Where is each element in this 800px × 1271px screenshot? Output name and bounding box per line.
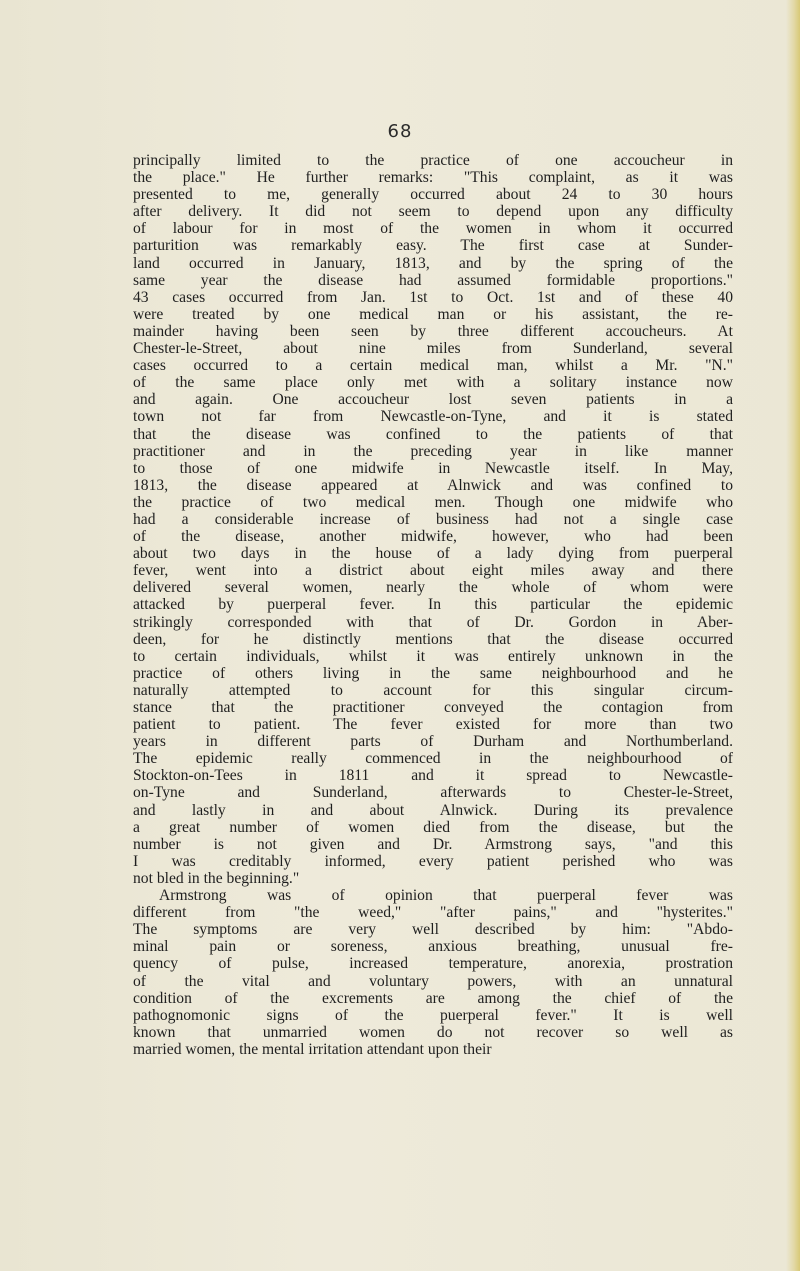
text-line: a great number of women died from the disease, but the [133, 818, 733, 836]
text-line: 43 cases occurred from Jan. 1st to Oct. 1st and of these 40 [133, 288, 733, 306]
text-line: practitioner and in the preceding year in like manner [133, 442, 733, 460]
text-line: cases occurred to a certain medical man, whilst a Mr. "N." [133, 357, 733, 375]
text-line: attacked by puerperal fever. In this particular the epidemic [133, 596, 733, 614]
text-line: on-Tyne and Sunderland, afterwards to Chester-le-Street, [133, 784, 733, 802]
text-line: practice of others living in the same neighbourhood and he [133, 664, 733, 682]
text-line: the place." He further remarks: "This complaint, as it was [133, 169, 733, 187]
page-number: 68 [387, 121, 413, 142]
text-line: minal pain or soreness, anxious breathing, unusual fre- [133, 938, 733, 956]
text-line: presented to me, generally occurred about 24 to 30 hours [133, 186, 733, 204]
text-line: pathognomonic signs of the puerperal fever." It is well [133, 1006, 733, 1024]
text-line: after delivery. It did not seem to depend upon any difficulty [133, 203, 733, 221]
text-line: The symptoms are very well described by him: "Abdo- [133, 921, 733, 939]
text-line: married women, the mental irritation attendant upon their [133, 1040, 492, 1058]
text-line: stance that the practitioner conveyed the contagion from [133, 699, 733, 716]
text-line: years in different parts of Durham and Northumberland. [133, 733, 733, 751]
text-line: deen, for he distinctly mentions that the disease occurred [133, 630, 733, 648]
text-line: not bled in the beginning." [133, 869, 300, 887]
text-line: the practice of two medical men. Though one midwife who [133, 493, 733, 511]
text-line: number is not given and Dr. Armstrong says, "and this [133, 835, 733, 853]
text-line: town not far from Newcastle-on-Tyne, and it is stated [133, 408, 733, 426]
text-line: naturally attempted to account for this singular circum- [133, 681, 733, 699]
text-line: about two days in the house of a lady dying from puerperal [133, 545, 733, 563]
text-line: had a considerable increase of business had not a single case [133, 510, 733, 528]
text-line: of the same place only met with a solitary instance now [133, 374, 733, 392]
text-line: of the vital and voluntary powers, with an unnatural [133, 972, 733, 990]
text-line: to certain individuals, whilst it was entirely unknown in the [133, 647, 733, 665]
text-line: quency of pulse, increased temperature, anorexia, prostration [133, 955, 733, 973]
text-line: Armstrong was of opinion that puerperal fever was [159, 887, 733, 905]
text-line: principally limited to the practice of one accoucheur in [133, 152, 733, 169]
text-line: mainder having been seen by three different accoucheurs. At [133, 322, 733, 340]
text-line: of labour for in most of the women in whom it occurred [133, 220, 733, 238]
text-line: Chester-le-Street, about nine miles from Sunderland, several [133, 340, 733, 358]
text-line: to those of one midwife in Newcastle itself. In May, [133, 459, 733, 477]
text-line: same year the disease had assumed formidable proportions." [133, 271, 733, 289]
text-line: different from "the weed," "after pains," and "hysterites." [133, 904, 733, 922]
text-line: delivered several women, nearly the whole of whom were [133, 579, 733, 597]
text-line: The epidemic really commenced in the neighbourhood of [133, 750, 733, 768]
text-line: known that unmarried women do not recover so well as [133, 1023, 733, 1041]
text-line: and lastly in and about Alnwick. During its prevalence [133, 801, 733, 819]
text-line: were treated by one medical man or his assistant, the re- [133, 305, 733, 323]
text-line: I was creditably informed, every patient perished who was [133, 852, 733, 870]
text-line: of the disease, another midwife, however, who had been [133, 528, 733, 546]
text-line: land occurred in January, 1813, and by the spring of the [133, 254, 733, 272]
text-line: strikingly corresponded with that of Dr. Gordon in Aber- [133, 613, 733, 631]
text-line: Stockton-on-Tees in 1811 and it spread to Newcastle- [133, 767, 733, 785]
page-edge-shading [786, 0, 800, 1271]
text-line: patient to patient. The fever existed for more than two [133, 716, 733, 734]
text-line: and again. One accoucheur lost seven patients in a [133, 391, 733, 409]
text-line: fever, went into a district about eight miles away and there [133, 562, 733, 580]
text-line: that the disease was confined to the patients of that [133, 425, 733, 443]
text-line: condition of the excrements are among the chief of the [133, 989, 733, 1007]
text-line: parturition was remarkably easy. The first case at Sunder- [133, 237, 733, 255]
body-text [133, 152, 733, 1058]
text-line: 1813, the disease appeared at Alnwick and was confined to [133, 476, 733, 494]
